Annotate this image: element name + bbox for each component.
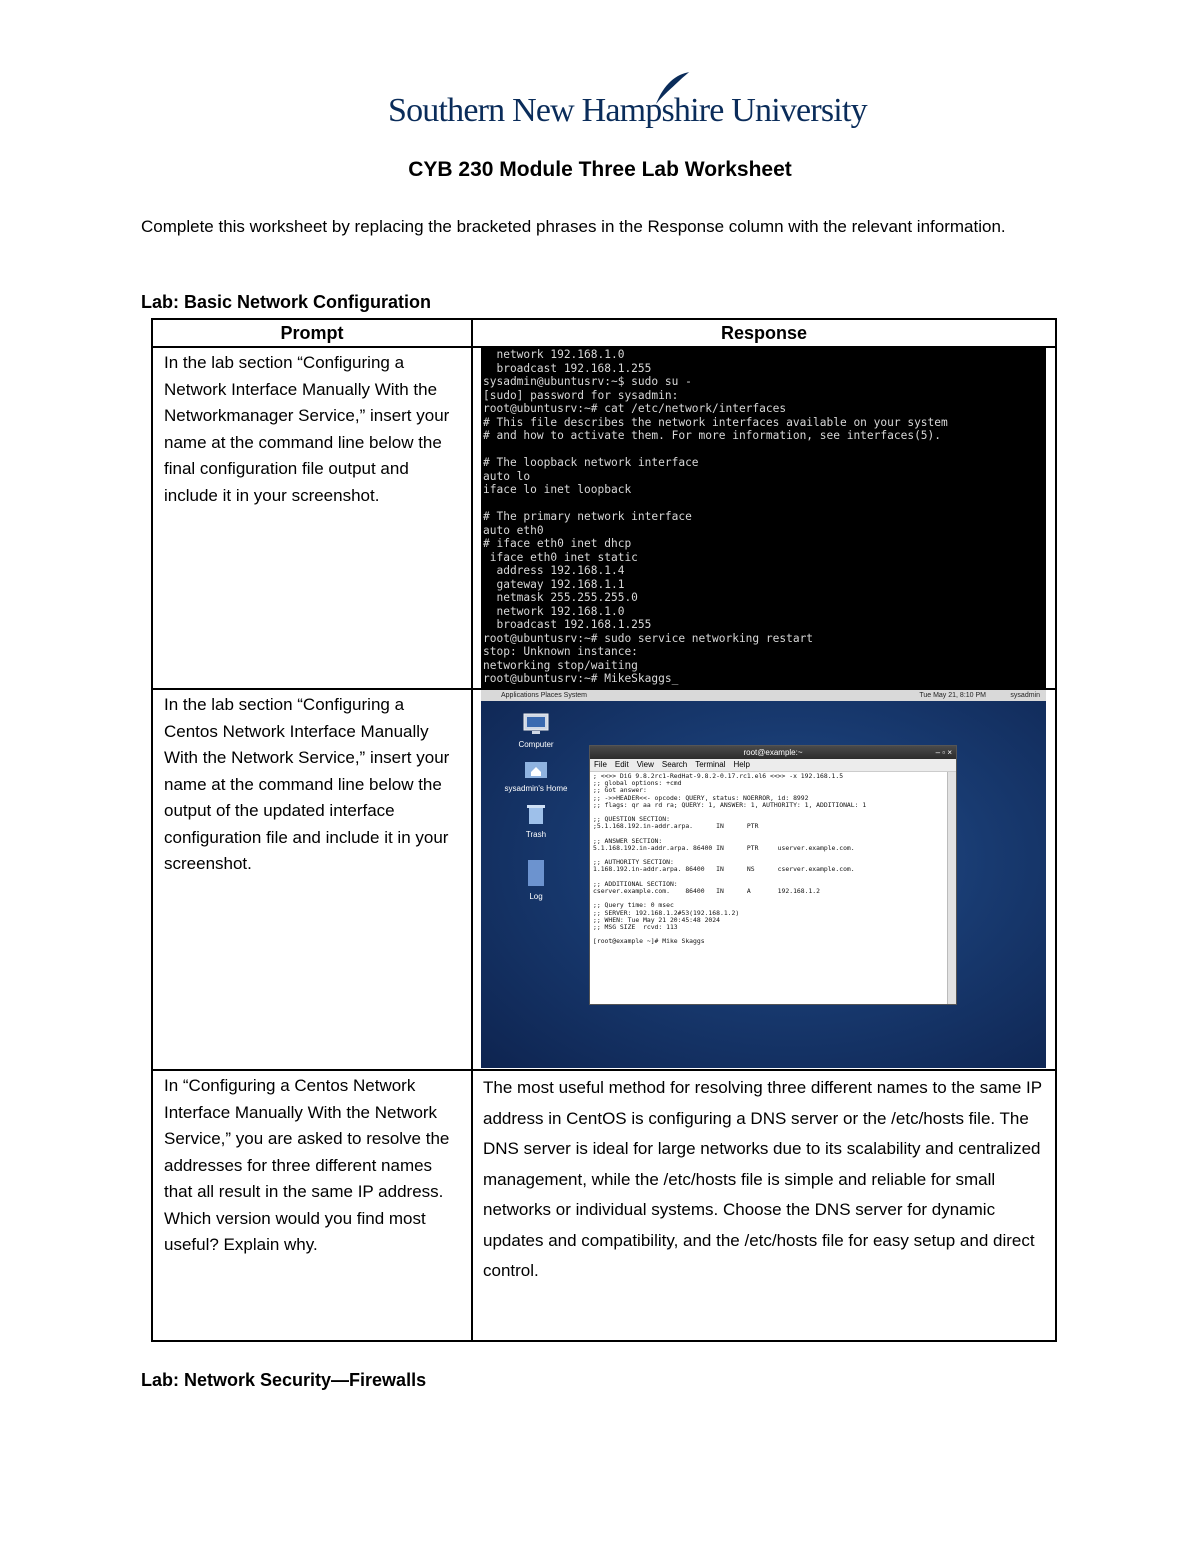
menu-view[interactable]: View (636, 760, 654, 769)
terminal-line: [sudo] password for sysadmin: (483, 388, 679, 402)
terminal-line: auto lo (483, 469, 531, 483)
terminal-line: [root@example ~]# Mike Skaggs (593, 937, 705, 946)
window-scrollbar[interactable] (947, 772, 956, 1004)
response-cell (472, 689, 1056, 1070)
terminal-line: ; <<>> DiG 9.8.2rc1-RedHat-9.8.2-0.17.rc1.el6 <<>> -x 192.168.1.5 (593, 772, 844, 780)
desktop-icon-log (501, 858, 571, 901)
prompt-cell: In the lab section “Configuring a Centos Network Interface Manually With the Network Service,” insert your name at the command line below the output of the updated interface configuration file and include it in your screenshot. (152, 689, 472, 1070)
response-cell: The most useful method for resolving three different names to the same IP address in CentOS is configuring a DNS server or the /etc/hosts file. The DNS server is ideal for large networks due to its scalability and centralized management, while the /etc/hosts file is simple and reliable for small networks or individual systems. Choose the DNS server for dynamic updates and compatibility, and the /etc/hosts file for easy setup and direct control. (472, 1070, 1056, 1341)
terminal-line: broadcast 192.168.1.255 (483, 361, 652, 375)
prompt-cell: In the lab section “Configuring a Network Interface Manually With the Networkmanager Service,” insert your name at the command line below the final configuration file output and include it in your screenshot. (152, 347, 472, 689)
terminal-line: root@ubuntusrv:~# cat /etc/network/interfaces (483, 402, 787, 415)
terminal-line (483, 497, 1046, 511)
terminal-line: gateway 192.168.1.1 (483, 577, 625, 591)
menu-terminal[interactable]: Terminal (695, 760, 726, 769)
terminal-line: ;; SERVER: 192.168.1.2#53(192.168.1.2) (593, 908, 740, 917)
terminal-line: auto eth0 (483, 523, 544, 537)
intro-paragraph: Complete this worksheet by replacing the bracketed phrases in the Response column with the relevant information. (141, 217, 1006, 236)
table-row (152, 1070, 1056, 1341)
table-header-row (152, 319, 1056, 347)
window-controls[interactable]: – ▫ × (935, 748, 952, 757)
window-title: root@example:~ (743, 748, 803, 757)
table-row (152, 347, 1056, 689)
desktop-icon-label: sysadmin's Home (504, 784, 568, 793)
terminal-line: ;; QUESTION SECTION: (593, 815, 670, 824)
lab1-table (151, 318, 1057, 1342)
prompt-column-header: Prompt (152, 319, 472, 347)
terminal-line: # The loopback network interface (483, 456, 699, 469)
terminal-line: ;; AUTHORITY SECTION: (593, 858, 674, 867)
menu-help[interactable]: Help (733, 760, 750, 769)
terminal-line: stop: Unknown instance: (483, 645, 638, 658)
desktop-icon-label: Computer (518, 740, 554, 749)
terminal-line: netmask 255.255.255.0 (483, 591, 638, 604)
terminal-line (483, 443, 1046, 457)
terminal-line: ;; ADDITIONAL SECTION: (593, 879, 678, 888)
centos-desktop-screenshot (481, 690, 1046, 1068)
lab1-heading: Lab: Basic Network Configuration (141, 292, 432, 312)
terminal-line: network 192.168.1.0 (483, 604, 625, 618)
panel-clock: Tue May 21, 8:10 PM (919, 692, 986, 699)
desktop-icon-trash (501, 802, 571, 839)
terminal-line: sysadmin@ubuntusrv:~$ sudo su - (483, 375, 692, 388)
terminal-line: networking stop/waiting (483, 658, 638, 672)
terminal-line: cserver.example.com. 86400 IN A 192.168.1.2 (593, 887, 821, 895)
terminal-line: iface eth0 inet static (483, 550, 638, 564)
terminal-line: 1.168.192.in-addr.arpa. 86400 IN NS cserver.example.com. (593, 865, 855, 874)
menu-edit[interactable]: Edit (614, 760, 629, 769)
desktop-icon-computer (501, 712, 571, 749)
desktop-icon-label: Log (529, 892, 543, 901)
terminal-line: root@ubuntusrv:~# sudo service networking restart (483, 631, 814, 645)
panel-user: sysadmin (1010, 692, 1040, 699)
terminal-line: ;; flags: qr aa rd ra; QUERY: 1, ANSWER: 1, AUTHORITY: 1, ADDITIONAL: 1 (593, 800, 867, 809)
desktop-icon-label: Trash (525, 830, 547, 839)
panel-menu: Applications Places System (501, 692, 587, 699)
terminal-line: ;; ANSWER SECTION: (593, 836, 663, 845)
desktop-top-panel (481, 690, 1046, 701)
terminal-window (589, 745, 957, 1005)
terminal-line: # iface eth0 inet dhcp (483, 537, 632, 550)
terminal-line: address 192.168.1.4 (483, 564, 625, 577)
terminal-line: root@ubuntusrv:~# MikeSkaggs_ (483, 672, 679, 685)
university-logo (388, 70, 867, 140)
lab2-heading: Lab: Network Security—Firewalls (141, 1370, 427, 1390)
response-column-header: Response (472, 319, 1056, 347)
document-icon (526, 858, 546, 888)
page-title: CYB 230 Module Three Lab Worksheet (408, 158, 792, 181)
prompt-cell: In “Configuring a Centos Network Interface Manually With the Network Service,” you are asked to resolve the addresses for three different names that all result in the same IP address. Which version would you find most useful? Explain why. (152, 1070, 472, 1341)
terminal-line: ;; WHEN: Tue May 21 20:45:48 2024 (593, 915, 720, 924)
terminal-line: ;5.1.168.192.in-addr.arpa. IN PTR (593, 822, 759, 831)
window-menu-bar (590, 759, 956, 772)
terminal-line: ;; global options: +cmd (593, 779, 682, 788)
home-folder-icon (523, 758, 549, 780)
response-cell (472, 347, 1056, 689)
table-row (152, 689, 1056, 1070)
terminal-output (590, 772, 956, 1004)
terminal-line: ;; ->>HEADER<<- opcode: QUERY, status: NOERROR, id: 8992 (593, 793, 809, 802)
terminal-line: ;; Got answer: (593, 786, 647, 795)
terminal-line: # and how to activate them. For more information, see interfaces(5). (483, 429, 942, 442)
trash-icon (524, 802, 548, 826)
terminal-line: ;; MSG SIZE rcvd: 113 (593, 922, 678, 931)
terminal-line: # This file describes the network interfaces available on your system (483, 415, 948, 429)
window-title-bar (590, 746, 956, 759)
terminal-line: ;; Query time: 0 msec (593, 901, 674, 910)
menu-file[interactable]: File (594, 760, 607, 769)
terminal-line: network 192.168.1.0 (483, 348, 625, 361)
terminal-line: 5.1.168.192.in-addr.arpa. 86400 IN PTR userver.example.com. (593, 843, 855, 852)
desktop-icon-home (501, 758, 571, 793)
ubuntu-terminal-screenshot (481, 348, 1046, 688)
terminal-line: broadcast 192.168.1.255 (483, 618, 652, 631)
logo-text: Southern New Hampshire University (388, 92, 867, 129)
menu-search[interactable]: Search (661, 760, 688, 769)
terminal-line: iface lo inet loopback (483, 483, 632, 496)
computer-icon (522, 712, 550, 736)
terminal-line: # The primary network interface (483, 510, 692, 523)
